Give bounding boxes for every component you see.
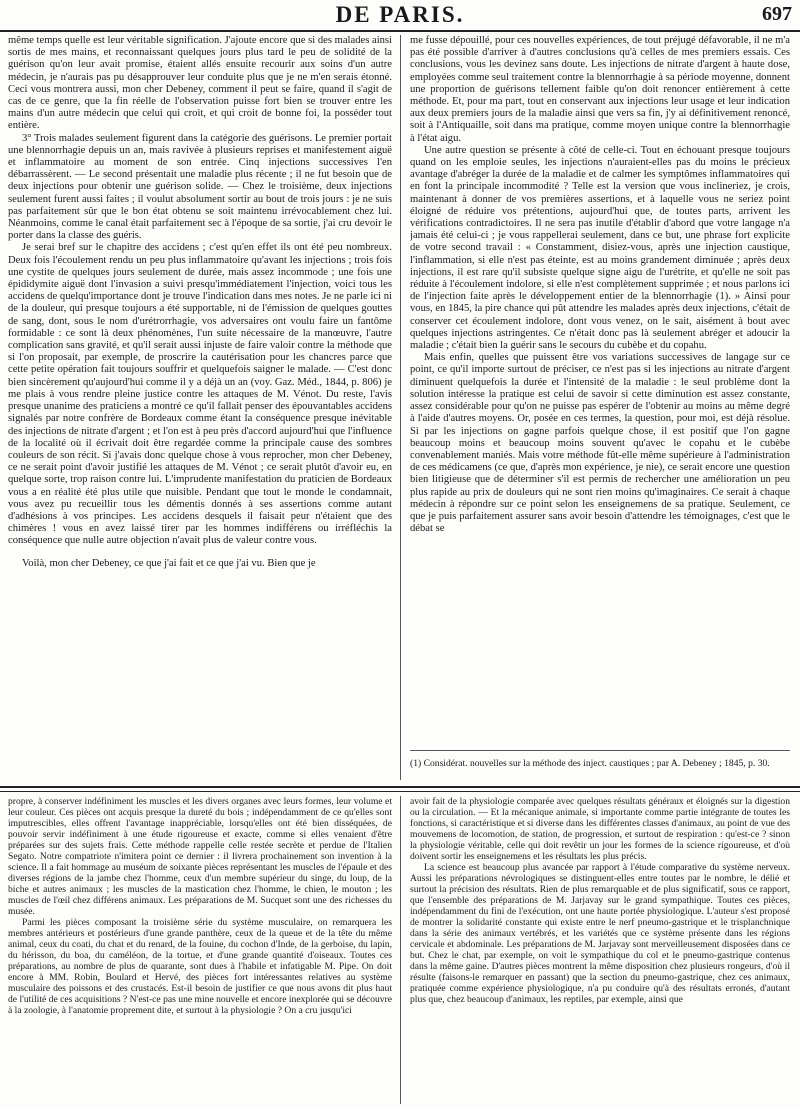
section-separator xyxy=(0,786,800,792)
feuilleton-column-right xyxy=(410,796,790,1104)
column-divider xyxy=(400,796,401,1104)
paragraph: Parmi les pièces composant la troisième série du système musculaire, on remarquera les membres antérieurs et postérieurs d'une grande panthère, ceux de la queue et de la tête du même animal, ceux du coati, du chat et du renard, de la fouine, du cochon d'Inde, de la gerboise, du lapin, du hérisson, du boa, du caméléon, de la tortue, et d'une grande quantité d'oiseaux. Toutes ces préparations, au nombre de plus de quarante, sont dues à l'habile et infatigable M. Pipe. On doit encore à MM. Robin, Boulard et Hervé, des pièces fort intéressantes relatives au système musculaire des poissons et des crustacés. Est-il besoin de justifier ce que nous avons dit plus haut de l'utilité de ces acquisitions ? N'est-ce pas une mine nouvelle et encore inexplorée qui se découvre à la zoologie, à l'anatomie proprement dite, et surtout à la physiologie ? On a cru jusqu'ici xyxy=(8,917,392,1016)
feuilleton-column-left xyxy=(8,796,392,1104)
paragraph: 3° Trois malades seulement figurent dans la catégorie des guérisons. Le premier portait une blennorrhagie depuis un an, mais ravivée à plusieurs reprises et manifestement aiguë et inflammatoire au moment de son entrée. Cinq injections successives l'en débarrassèrent. — Le second présentait une maladie plus récente ; il ne fut besoin que de deux injections pour obtenir une guérison solide. — Chez le troisième, deux injections seulement furent aussi faites ; il voulut absolument sortir au bout de trois jours : je ne suis pas parfaitement sûr que le bon état obtenu se soit maintenu irrévocablement chez lui. Néanmoins, comme le canal était parfaitement sec à l'époque de sa sortie, j'ai cru devoir le porter dans la classe des guéris. xyxy=(8,132,392,242)
footnote: (1) Considérat. nouvelles sur la méthode des inject. caustiques ; par A. Debeney ; 1845, p. 30. xyxy=(410,758,770,769)
paragraph: propre, à conserver indéfiniment les muscles et les divers organes avec leurs formes, leur volume et leur couleur. Ces pièces ont acquis presque la dureté du bois ; indépendamment de ce qu'elles sont imputrescibles, elles offrent l'avantage inappréciable, lorsqu'elles ont été bien disséquées, de pouvoir servir indéfiniment à une étude rigoureuse et exacte, comme si elles venaient d'être préparées sur des sujets frais. Cette méthode rappelle celle restée secrète et perdue de l'Italien Segato. Notre compatriote n'imitera point ce dernier : il livrera prochainement son invention à la science. Il a fait hommage au muséum de soixante pièces représentant les muscles de l'épaule et des diverses régions de la jambe chez l'homme, ceux d'un membre supérieur du singe, du loup, de la biche et autres animaux ; les muscles de la mastication chez l'homme, le chien, le mouton ; les muscles de l'œil chez différens animaux. Les préparations de M. Sucquet sont une des richesses du musée. xyxy=(8,796,392,917)
running-title: DE PARIS. xyxy=(335,2,465,27)
page-header xyxy=(0,0,800,32)
paragraph: avoir fait de la physiologie comparée avec quelques résultats généraux et éloignés sur la digestion ou la circulation. — Et la mécanique animale, si importante comme partie intégrante de toutes les fonctions, si caractéristique et si diverse dans les différentes classes d'animaux, au point de vue des mouvemens de locomotion, de station, de progression, et surtout de respiration : qu'est-ce ? sinon la physiologie véritable, celle qui doit revêtir un jour les formes de la science rigoureuse, et d'où doivent sortir les enseignemens et les résultats les plus précis. xyxy=(410,796,790,862)
footnote-rule xyxy=(410,750,790,751)
paragraph: Une autre question se présente à côté de celle-ci. Tout en échouant presque toujours quand on les emploie seules, les injections n'auraient-elles pas du moins le précieux avantage d'abréger la durée de la maladie et de calmer les symptômes inflammatoires qui en font la principale incommodité ? Telle est la version que vous inclineriez, je crois, maintenant à donner de vos premières assertions, et à laquelle vous ne seriez point éloigné de réduire vos prétentions, aujourd'hui que, de toutes parts, arrivent les vérifications contradictoires. Il ne sera pas inutile d'établir d'abord que votre langage n'a jamais été celui-ci ; je vous rappellerai seulement, dans ce but, une phrase fort explicite de votre second travail : « Constamment, disiez-vous, après une injection caustique, l'inflammation, si elle n'est pas éteinte, est au moins grandement diminuée ; après deux injections, il est rare qu'il subsiste quelque signe aigu de l'urétrite, et qu'elle ne soit pas réduite à l'écoulement indolore, si elle n'est complètement supprimée ; et nous parlons ici de l'injection faite après le développement entier de la blennorrhagie (1). » Ainsi pour vous, en 1845, la pire chance qui pût attendre les malades après deux injections, c'était de conserver cet écoulement indolore, dont vous venez, on le sait, aisément à bout avec quelques injections astringentes. Ce n'était donc pas là seulement abréger et adoucir la maladie ; c'était bien la guérir sans le secours du cubèbe et du copahu. xyxy=(410,144,790,352)
paragraph: Voilà, mon cher Debeney, ce que j'ai fait et ce que j'ai vu. Bien que je xyxy=(22,557,316,569)
article-column-left xyxy=(8,35,392,780)
article-column-right xyxy=(410,35,790,735)
paragraph: même temps quelle est leur véritable signification. J'ajoute encore que si des malades ainsi sortis de mes mains, et reconnaissant quelques jours plus tard le peu de solidité de la guérison qu'on leur avait promise, étaient allés ensuite recourir aux soins d'un autre médecin, je n'aurais pas pu désapprouver leur conduite plus que je ne m'en serais étonné. Ceci vous montrera aussi, mon cher Debeney, comment il peut se faire, quand il s'agit de cas de ce genre, que la fin réelle de l'observation puisse fort bien se trouver entre les mains d'un autre médecin que celui qui croit, et qui croit de bonne foi, la posséder tout entière. xyxy=(8,35,392,132)
paragraph: Je serai bref sur le chapitre des accidens ; c'est qu'en effet ils ont été peu nombreux. Deux fois l'écoulement rendu un peu plus inflammatoire qu'avant les injections ; trois fois une cystite de quelques jours seulement de durée, mais assez incommode ; une fois une épididymite aiguë dont l'invasion a suivi presqu'immédiatement l'injection, voici tous les accidens de quelqu'importance dont je trouve l'indication dans mes notes. Je ne parle ici ni de la douleur, qui presque toujours a été supportable, ni de l'émission de quelques gouttes de sang, dont, sous le nom d'urétrorrhagie, vos adversaires ont voulu faire un fantôme formidable : ce sont là deux phénomènes, l'un suite nécessaire de la manœuvre, l'autre complication sans gravité, et qu'il serait aussi injuste de faire valoir contre la méthode que si l'on proposait, par exemple, de proscrire la cautérisation pour les chancres parce que cette petite opération fait toujours souffrir et quelquefois saigner le malade. — C'est donc bien sincèrement qu'aujourd'hui comme il y a déjà un an (voy. Gaz. Méd., 1844, p. 806) je me plais à vous rendre pleine justice contre les attaques de M. Vénot. Du reste, l'avis presque unanime des praticiens a montré ce qu'il fallait penser des épouvantables accidens signalés par notre confrère de Bordeaux comme étant la conséquence presque inévitable des injections de nitrate d'argent ; et l'on est à peu près d'accord aujourd'hui que l'influence de la localité où il écrivait doit être regardée comme la principale cause des sombres couleurs de son récit. Si j'avais donc quelque chose à vous reprocher, mon cher Debeney, ce ne serait point d'avoir justifié les attaques de M. Vénot ; ce serait plutôt d'avoir eu, en quelque sorte, trop raison contre lui. L'imprudente manifestation du praticien de Bordeaux vous a en réalité été plus utile que nuisible. Pendant que tout le monde le condamnait, vous avez pu recueillir tous les démentis donnés à ses assertions comme autant d'adhésions à vos principes. Les accidens desquels il faisait peur n'étaient que des chimères ! vous en avez laissé tirer par les hommes indifférens ou irréfléchis la conséquence que nulle autre objection n'avait plus de valeur contre vous. xyxy=(8,242,392,547)
paragraph: La science est beaucoup plus avancée par rapport à l'étude comparative du système nerveux. Aussi les préparations névrologiques se distinguent-elles entre toutes par le nombre, le délié et surtout la précision des résultats. Rien de plus remarquable et de plus significatif, sous ce rapport, que l'ensemble des préparations de M. Jarjavay sur le grand sympathique. Toutes ces pièces, indépendamment du fini de l'exécution, ont une haute portée physiologique. L'auteur s'est proposé de montrer la solidarité constante qui existe entre le nerf pneumo-gastrique et le trisplanchnique dans la série des animaux vertébrés, et les variétés que ce système présente dans les régions cervicale et abdominale. Les préparations de M. Jarjavay sont merveilleusement disposées dans ce but. Chez le chat, par exemple, on voit le sympathique du col et le pneumo-gastrique contenus dans la même gaine. D'autres pièces montrent la même disposition chez plusieurs rongeurs, d'où il résulte (faisons-le remarquer en passant) que la section du pneumo-gastrique, chez ces animaux, pratiquée comme expérience physiologique, n'a pu conduire qu'à des résultats erronés, d'autant plus que, chez beaucoup d'animaux, les reptiles, par exemple, ainsi que xyxy=(410,862,790,1005)
page-number: 697 xyxy=(762,3,792,25)
paragraph: me fusse dépouillé, pour ces nouvelles expériences, de tout préjugé défavorable, il ne m'a pas été possible d'arriver à d'autres conclusions qu'à celles de mes premiers essais. Ces conclusions, vous les devinez sans doute. Les injections de nitrate d'argent à haute dose, employées comme seul traitement contre la blennorrhagie à sa période moyenne, donnent une proportion de guérisons tellement faible qu'on doit renoncer entièrement à cette méthode. Et, pour ma part, tout en conservant aux injections leur usage et leur indication aux deux premiers jours de la maladie ainsi que vers sa fin, j'y ai définitivement renoncé, soit à l'Antiquaille, soit dans ma pratique, comme moyen unique contre la blennorrhagie à l'état aigu. xyxy=(410,35,790,144)
column-divider xyxy=(400,35,401,780)
paragraph: Mais enfin, quelles que puissent être vos variations successives de langage sur ce point, ce qu'il importe surtout de préciser, ce n'est pas si les injections au nitrate d'argent diminuent quelquefois la durée et l'intensité de la maladie : le seul problème dont la solution intéresse la pratique est celui de savoir si cette diminution est assez constante, assez considérable pour qu'on ne puisse pas espérer de l'obtenir au moins au même degré à l'aide d'autres moyens. Or, posée en ces termes, la question, pour moi, est déjà résolue. Si par les injections on gagne parfois quelque chose, il est positif que l'on gagne beaucoup moins et beaucoup moins souvent qu'avec le copahu et le cubèbe convenablement maniés. Mais votre méthode fût-elle même supérieure à l'administration de ces médicamens (ce que, d'après mon expérience, je nie), ce serait encore une question bien litigieuse que de déterminer s'il est permis de rechercher une amélioration un peu plus rapide au prix de douleurs qui ne sont rien moins qu'imaginaires. Ce serait à chaque médecin à répondre sur ce point selon les enseignemens de sa pratique. Seulement, ce que je puis parfaitement assurer sans avoir besoin d'attendre les témoignages, c'est que le débat se xyxy=(410,352,790,535)
